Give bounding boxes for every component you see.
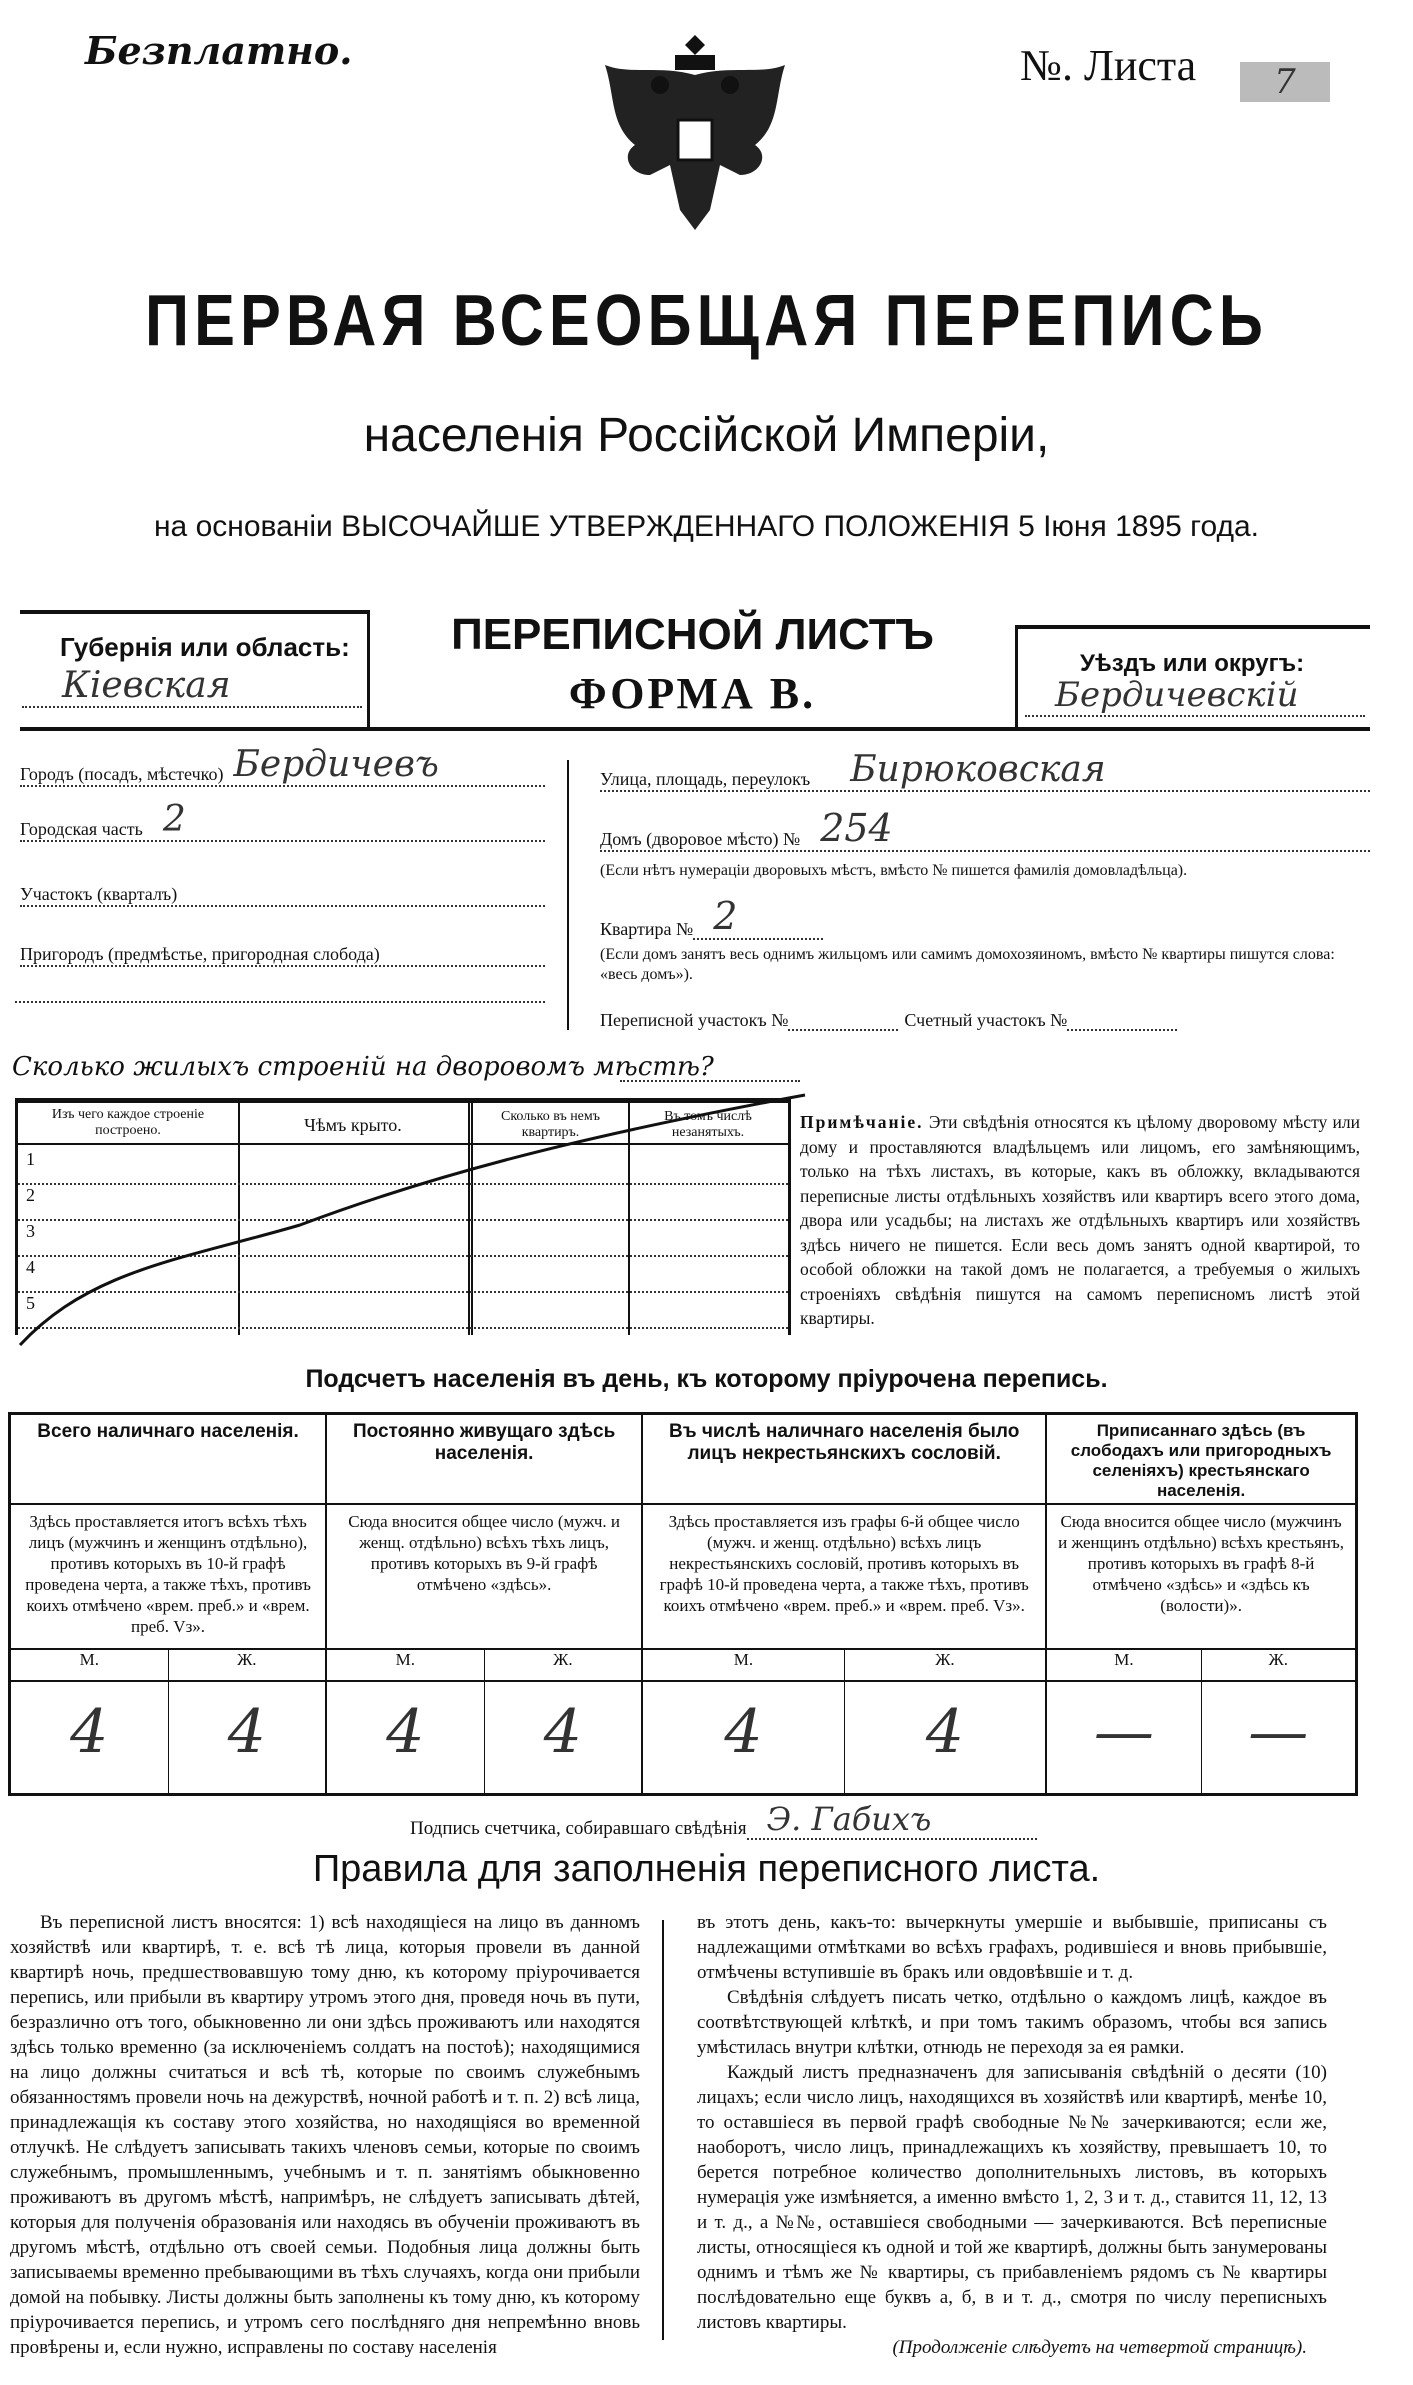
column-header: Въ томъ числѣ незанятыхъ.: [664, 1109, 752, 1140]
document-title: ПЕРВАЯ ВСЕОБЩАЯ ПЕРЕПИСЬ: [144, 281, 1268, 361]
house-note: (Если нѣтъ нумераціи дворовыхъ мѣстъ, вмѣсто № пишется фамилія домовладѣльца).: [600, 862, 1188, 879]
apartment-value: 2: [693, 894, 823, 940]
female-count[interactable]: —: [1248, 1697, 1309, 1767]
table-row: 1: [18, 1149, 788, 1185]
double-headed-eagle-emblem: [590, 25, 800, 240]
male-count[interactable]: —: [1047, 1682, 1201, 1793]
group-heading: Приписаннаго здѣсь (въ слободахъ или пригородныхъ селеніяхъ) крестьянскаго населенія.: [1047, 1415, 1355, 1505]
sheet-title: ПЕРЕПИСНОЙ ЛИСТЪ: [451, 610, 934, 659]
table-row: 5: [18, 1293, 788, 1329]
buildings-question: Сколько жилыхъ строеній на дворовомъ мѣстѣ?: [12, 1052, 714, 1082]
table-row: 3: [18, 1221, 788, 1257]
count-section-input[interactable]: [1067, 1010, 1177, 1031]
free-label: Безплатно.: [85, 28, 353, 73]
city-label: Городъ (посадъ, мѣстечко): [20, 764, 224, 784]
column-header: Сколько въ немъ квартиръ.: [500, 1109, 600, 1140]
female-header: Ж.: [935, 1650, 955, 1669]
group-heading: Въ числѣ наличнаго населенія было лицъ некрестьянскихъ сословій.: [643, 1415, 1045, 1505]
district-field[interactable]: [20, 875, 545, 907]
apartment-label: Квартира №: [600, 919, 694, 939]
male-count[interactable]: 4: [11, 1682, 169, 1793]
column-header: Чѣмъ крыто.: [304, 1115, 402, 1135]
buildings-answer[interactable]: [620, 1080, 800, 1082]
sheet-number-value: 7: [1240, 62, 1330, 102]
group-description: Сюда вносится общее число (мужчинъ и женщинъ отдѣльно) всѣхъ крестьянъ, противъ которыхъ въ графѣ 8-й отмѣчено «здѣсь» и «здѣсь къ (волости)».: [1047, 1505, 1355, 1650]
city-part-label: Городская часть: [20, 819, 143, 839]
census-section-label: Переписной участокъ №: [600, 1010, 789, 1030]
rules-right-column: [697, 1910, 1327, 2360]
female-count[interactable]: 4: [543, 1697, 582, 1767]
female-header: Ж.: [237, 1650, 257, 1669]
street-label: Улица, площадь, переулокъ: [600, 769, 811, 789]
street-field[interactable]: [600, 750, 1370, 792]
female-header: Ж.: [553, 1650, 573, 1669]
divider: [1015, 625, 1018, 730]
rules-paragraph: Свѣдѣнія слѣдуетъ писать четко, отдѣльно о каждомъ лицѣ, каждое въ соотвѣтствующей клѣткѣ, и при томъ такимъ образомъ, чтобы вся запись умѣстилась внутри клѣтки, отнюдь не переходя за ея рамки.: [697, 1987, 1327, 2058]
note-text: Эти свѣдѣнія относятся къ цѣлому дворовому мѣсту или дому и проставляются владѣльцемъ или лицомъ, его замѣняющимъ, только на тѣхъ листахъ, въ которые, какъ въ обложку, вкладываются переписные листы отдѣльныхъ хозяйствъ или квартиръ всего этого дома, двора или усадьбы; на листахъ же отдѣльныхъ квартиръ или хозяйствъ здѣсь ничего не пишется. Если весь домъ занятъ одной квартирой, то особой обложки на такой домъ не полагается, а требуемыя о жилыхъ строеніяхъ свѣдѣнія пишутся на самомъ переписномъ листѣ этой квартиры.: [800, 1112, 1361, 1328]
apartment-note: (Если домъ занятъ весь однимъ жильцомъ или самимъ домохозяиномъ, вмѣсто № квартиры пишутся слова: «весь домъ»).: [600, 946, 1335, 983]
signature-label: Подпись счетчика, собиравшаго свѣдѣнія: [410, 1818, 747, 1839]
rules-paragraph: въ этотъ день, какъ-то: вычеркнуты умершіе и выбывшіе, приписаны съ надлежащими отмѣтками во всѣхъ графахъ, родившіеся и вновь прибывшіе, отмѣчены вступившіе въ бракъ или овдовѣвшіе и т. д.: [697, 1912, 1327, 1983]
city-value: Бердичевъ: [233, 744, 439, 785]
table-row: 4: [18, 1257, 788, 1293]
male-header: М.: [327, 1650, 485, 1680]
suburb-extra-line: [15, 1000, 545, 1003]
count-section-label: Счетный участокъ №: [904, 1010, 1068, 1030]
street-value: Бирюковская: [850, 749, 1106, 790]
city-field[interactable]: [20, 745, 545, 787]
population-group-non-peasant: [643, 1415, 1047, 1793]
buildings-note: [800, 1110, 1360, 1331]
city-part-field[interactable]: [20, 800, 545, 842]
document-subtitle: населенія Россійской Имперіи,: [363, 409, 1050, 462]
house-label: Домъ (дворовое мѣсто) №: [600, 829, 801, 849]
male-count[interactable]: 4: [327, 1682, 485, 1793]
column-divider: [662, 1920, 664, 2340]
population-group-total: [11, 1415, 327, 1793]
divider: [1015, 625, 1370, 629]
sheet-number-label: №. Листа: [1020, 41, 1197, 90]
female-count[interactable]: 4: [925, 1697, 965, 1767]
uezd-label: Уѣздъ или округъ:: [1080, 650, 1305, 677]
house-field[interactable]: [600, 806, 1370, 852]
male-header: М.: [643, 1650, 845, 1680]
population-title: Подсчетъ населенія въ день, къ которому пріурочена перепись.: [305, 1365, 1108, 1393]
suburb-label: Пригородъ (предмѣстье, пригородная слобода): [20, 944, 380, 964]
female-header: Ж.: [1268, 1650, 1289, 1669]
population-table: [8, 1412, 1358, 1796]
divider: [20, 727, 1370, 731]
table-row: 2: [18, 1185, 788, 1221]
note-title: Примѣчаніе.: [800, 1112, 924, 1132]
continued-note: (Продолженіе слѣдуетъ на четвертой страницѣ).: [892, 2337, 1307, 2358]
suburb-field[interactable]: [20, 935, 545, 967]
apartment-field[interactable]: [600, 894, 823, 940]
group-description: Сюда вносится общее число (мужч. и женщ. отдѣльно) всѣхъ тѣхъ лицъ, противъ которыхъ въ 9-й графѣ отмѣчено «здѣсь».: [327, 1505, 641, 1650]
city-part-value: 2: [162, 799, 186, 840]
population-group-peasant: [1047, 1415, 1355, 1793]
uezd-value: Бердичевскій: [1025, 675, 1365, 717]
male-header: М.: [11, 1650, 169, 1680]
form-title: ФОРМА В.: [568, 669, 817, 718]
column-header: Изъ чего каждое строеніе построено.: [51, 1107, 205, 1138]
census-section-input[interactable]: [788, 1010, 898, 1031]
divider: [567, 760, 569, 1030]
strike-through-line: [0, 1090, 820, 1350]
legal-basis: на основаніи ВЫСОЧАЙШЕ УТВЕРЖДЕННАГО ПОЛОЖЕНІЯ 5 Іюня 1895 года.: [153, 510, 1259, 543]
rules-left-column: Въ переписной листъ вносятся: 1) всѣ находящіеся на лицо въ данномъ хозяйствѣ или квартирѣ, т. е. всѣ тѣ лица, которыя провели въ данной квартирѣ ночь, предшествовавшую тому дню, къ которому пріурочивается перепись, или прибыли въ квартиру утромъ этого дня, проведя ночь въ пути, безразлично отъ того, обыкновенно ли они здѣсь проживаютъ или находятся здѣсь только временно (за исключеніемъ солдатъ на постоѣ); находящимися на лицо должны считаться и всѣ тѣ, которые по своимъ служебнымъ обязанностямъ провели ночь на дежурствѣ, ночной работѣ и т. п. 2) всѣ лица, принадлежащія къ составу этого хозяйства, но находящіяся во временной отлучкѣ. Не слѣдуетъ записывать такихъ членовъ семьи, которые по своимъ служебнымъ, промышленнымъ, учебнымъ и т. п. занятіямъ обыкновенно проживаютъ въ другомъ мѣстѣ, напримѣръ, не слѣдуетъ записывать дѣтей, которыя для полученія образованія или находясь въ обученіи проживаютъ въ другомъ мѣстѣ, отдѣльно отъ своей семьи. Подобныя лица должны быть записываемы временно пребывающими въ тѣхъ случаяхъ, когда они прибыли домой на побывку. Листы должны быть заполнены къ тому дню, къ которому пріурочивается перепись, и утромъ сего послѣдняго дня непремѣнно вновь провѣрены и, если нужно, исправлены по составу населенія: [10, 1912, 640, 2358]
house-value: 254: [820, 806, 893, 850]
section-fields: [600, 1010, 1177, 1031]
divider: [20, 610, 370, 614]
male-count[interactable]: 4: [643, 1682, 845, 1793]
population-group-permanent: [327, 1415, 643, 1793]
group-heading: Всего наличнаго населенія.: [11, 1415, 325, 1505]
group-description: Здѣсь проставляется изъ графы 6-й общее число (мужч. и женщ. отдѣльно) всѣхъ лицъ некрестьянскихъ сословій, противъ которыхъ въ графѣ 10-й проведена черта, а также тѣхъ, противъ коихъ отмѣчено «врем. преб.» и «врем. преб. Vз».: [643, 1505, 1045, 1650]
district-label: Участокъ (кварталъ): [20, 884, 178, 904]
rules-title: Правила для заполненія переписного листа.: [312, 1848, 1101, 1890]
gubernia-value: Кіевская: [22, 665, 362, 708]
signature-value[interactable]: Э. Габихъ: [747, 1800, 1037, 1840]
group-heading: Постоянно живущаго здѣсь населенія.: [327, 1415, 641, 1505]
female-count[interactable]: 4: [227, 1697, 266, 1767]
gubernia-label: Губернія или область:: [60, 632, 350, 662]
group-description: Здѣсь проставляется итогъ всѣхъ тѣхъ лицъ (мужчинъ и женщинъ отдѣльно), противъ которыхъ въ 10-й графѣ проведена черта, а также тѣхъ, противъ коихъ отмѣчено «врем. преб.» и «врем. преб. Vз».: [11, 1505, 325, 1650]
male-header: М.: [1047, 1650, 1201, 1680]
signature-field: [410, 1800, 1037, 1840]
rules-paragraph: Каждый листъ предназначенъ для записыванія свѣдѣній о десяти (10) лицахъ; если число лицъ, находящихся въ хозяйствѣ или квартирѣ, менѣе 10, то оставшіеся въ первой графѣ свободные №№ зачеркиваются; если же, наоборотъ, число лицъ, принадлежащихъ къ хозяйству, превышаетъ 10, то берется потребное количество дополнительныхъ листовъ, въ которыхъ нумерація уже измѣняется, а именно вмѣсто 1, 2, 3 и т. д., ставится 11, 12, 13 и т. д., а №№, оставшіеся свободными — зачеркиваются. Всѣ переписные листы, относящіеся къ одной и той же квартирѣ, должны быть занумерованы однимъ и тѣмъ же № квартиры, съ прибавленіемъ рядомъ съ № квартиры послѣдовательно еще буквъ а, б, в и т. д., смотря по числу переписныхъ листовъ квартиры.: [697, 2062, 1327, 2333]
